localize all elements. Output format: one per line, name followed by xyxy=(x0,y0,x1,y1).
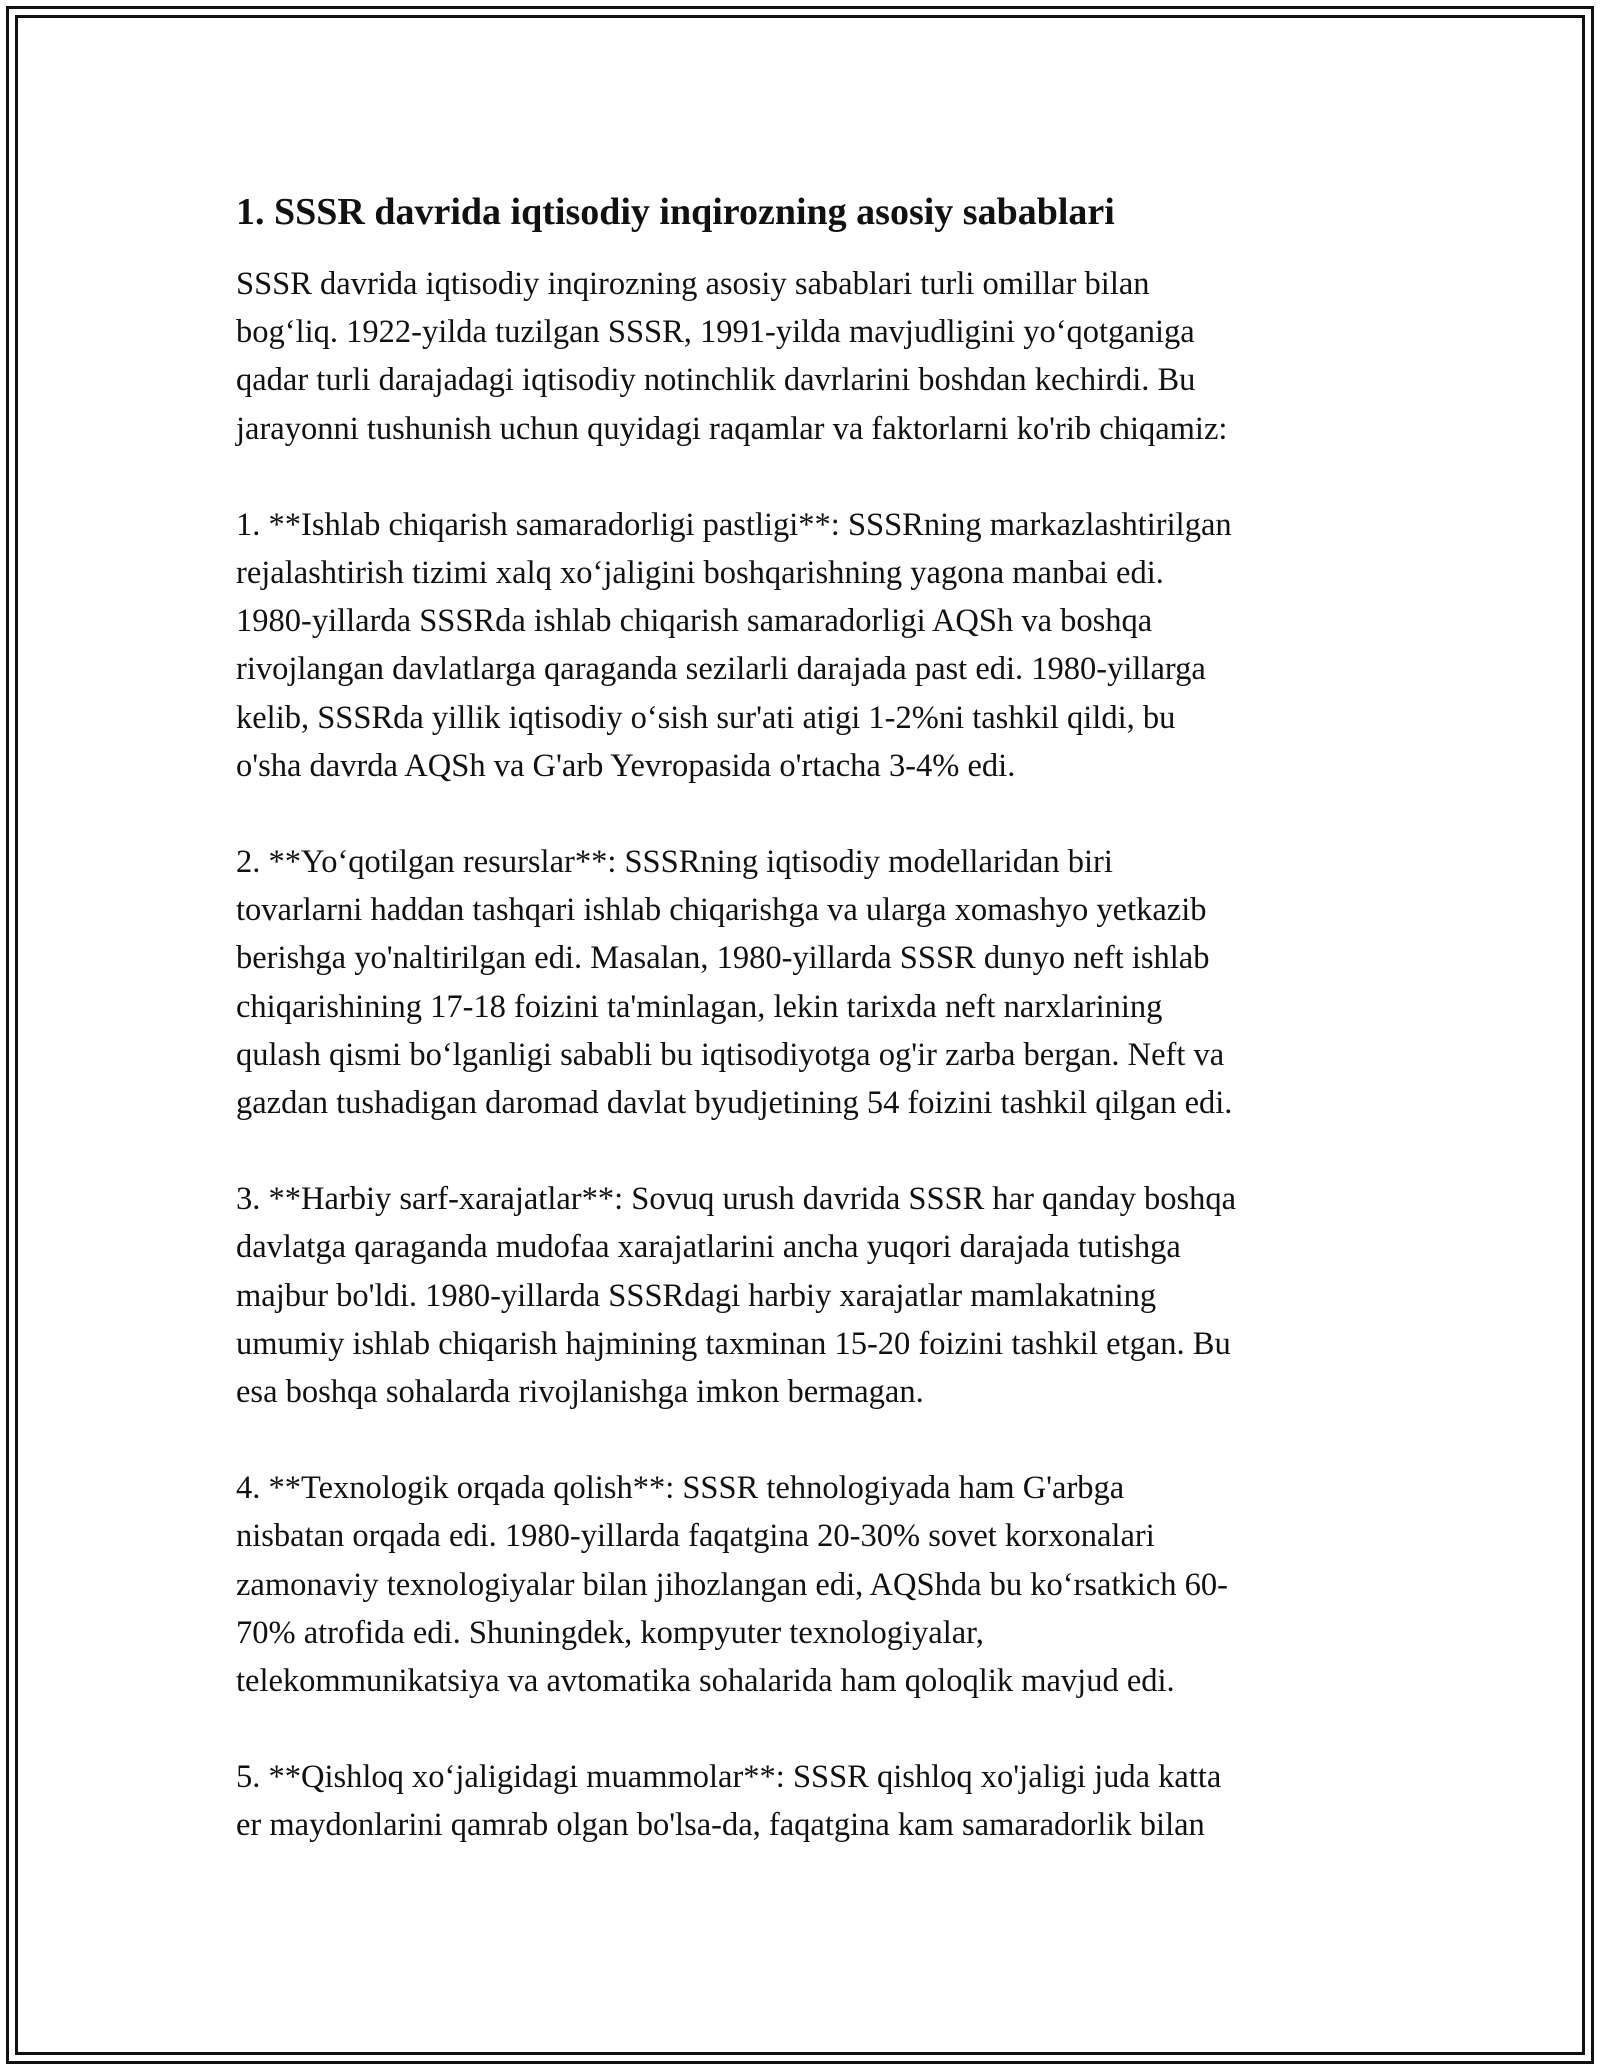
list-item-technological-lag: 4. **Texnologik orqada qolish**: SSSR tehnologiyada ham G'arbga nisbatan orqada edi. 1980-yillarda faqatgina 20-30% sovet korxonalari zamonaviy texnologiyalar bilan jihozlangan edi, AQShda bu ko‘rsatkich 60- 70% atrofida edi. Shuningdek, kompyuter texnologiyalar, telekommunikatsiya va avtomatika sohalarida ham qoloqlik mavjud edi. xyxy=(236,1470,1228,1700)
list-item-agriculture-problems: 5. **Qishloq xo‘jaligidagi muammolar**: SSSR qishloq xo'jaligi juda katta er maydonlarini qamrab olgan bo'lsa-da, faqatgina kam samaradorlik bilan xyxy=(236,1759,1222,1844)
list-item-lost-resources: 2. **Yo‘qotilgan resurslar**: SSSRning iqtisodiy modellaridan biri tovarlarni haddan tashqari ishlab chiqarishga va ularga xomashyo yetkazib berishga yo'naltirilgan edi. Masalan, 1980-yillarda SSSR dunyo neft ishlab chiqarishining 17-18 foizini ta'minlagan, lekin tarixda neft narxlarining qulash qismi bo‘lganligi sababli bu iqtisodiyotga og'ir zarba bergan. Neft va gazdan tushadigan daromad davlat byudjetining 54 foizini tashkil qilgan edi. xyxy=(236,844,1233,1122)
intro-paragraph: SSSR davrida iqtisodiy inqirozning asosiy sabablari turli omillar bilan bog‘liq. 1922-yilda tuzilgan SSSR, 1991-yilda mavjudligini yo‘qotganiga qadar turli darajadagi iqtisodiy notinchlik davrlarini boshdan kechirdi. Bu jarayonni tushunish uchun quyidagi raqamlar va faktorlarni ko'rib chiqamiz: xyxy=(236,266,1228,447)
list-item-production-efficiency: 1. **Ishlab chiqarish samaradorligi pastligi**: SSSRning markazlashtirilgan rejalashtirish tizimi xalq xo‘jaligini boshqarishning yagona manbai edi. 1980-yillarda SSSRda ishlab chiqarish samaradorligi AQSh va boshqa rivojlangan davlatlarga qaraganda sezilarli darajada past edi. 1980-yillarga kelib, SSSRda yillik iqtisodiy o‘sish sur'ati atigi 1-2%ni tashkil qildi, bu o'sha davrda AQSh va G'arb Yevropasida o'rtacha 3-4% edi. xyxy=(236,506,1232,784)
list-item-military-spending: 3. **Harbiy sarf-xarajatlar**: Sovuq urush davrida SSSR har qanday boshqa davlatga qaraganda mudofaa xarajatlarini ancha yuqori darajada tutishga majbur bo'ldi. 1980-yillarda SSSRdagi harbiy xarajatlar mamlakatning umumiy ishlab chiqarish hajmining taxminan 15-20 foizini tashkil etgan. Bu esa boshqa sohalarda rivojlanishga imkon bermagan. xyxy=(236,1181,1237,1411)
section-heading: 1. SSSR davrida iqtisodiy inqirozning asosiy sabablari xyxy=(236,191,1115,233)
document-body xyxy=(236,186,1366,1850)
